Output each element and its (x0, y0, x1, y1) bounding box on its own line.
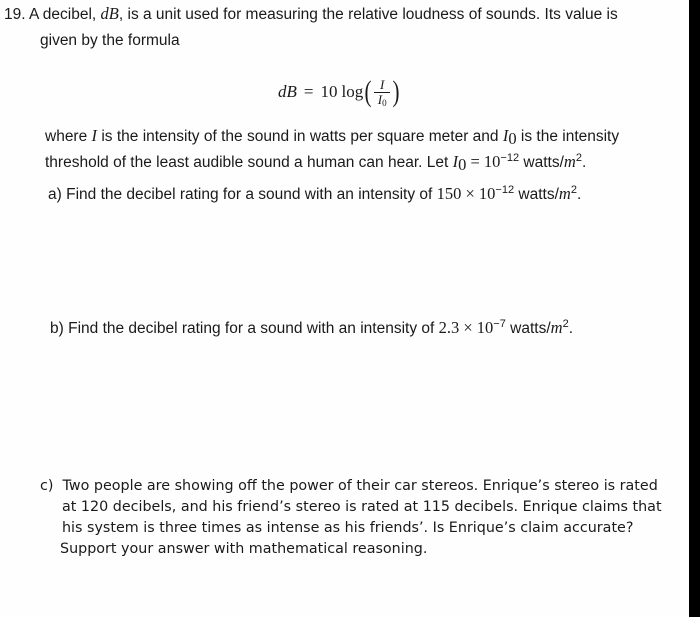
formula-denominator: $I_0$ (377, 91, 387, 108)
formula-equals: = (303, 82, 314, 101)
part-c-label: c) (40, 478, 54, 494)
dB-symbol: dB (100, 4, 119, 23)
question-number: 19. (4, 6, 26, 23)
part-c-line3: his system is three times as intense as his friends’. Is Enrique’s claim accurate? (62, 520, 634, 536)
part-c-line1: c) Two people are showing off the power of their car stereos. Enrique’s stereo is rated (40, 478, 658, 494)
formula-coefficient: 10 (320, 82, 338, 101)
formula-numerator: I (380, 76, 385, 92)
formula-fraction (374, 78, 390, 107)
part-a-label: a) (48, 186, 62, 203)
part-b-label: b) (50, 320, 64, 337)
where-line2: threshold of the least audible sound a human can hear. Let $I_0 = 10^{-12}$ watts/$m^2$. (45, 152, 587, 174)
formula-open-paren: ( (364, 75, 372, 108)
decibel-formula (278, 72, 401, 112)
screen-edge (689, 0, 700, 617)
formula-lhs: dB (278, 82, 297, 101)
question-intro-line2: given by the formula (40, 32, 180, 49)
part-c-line2: at 120 decibels, and his friend’s stereo is rated at 115 decibels. Enrique claims that (62, 499, 662, 515)
part-a: a) Find the decibel rating for a sound with an intensity of $150 \times 10^{-12}$ watts/$m^2$. (48, 184, 582, 203)
part-c-line4: Support your answer with mathematical reasoning. (60, 541, 428, 557)
part-b: b) Find the decibel rating for a sound with an intensity of $2.3 \times 10^{-7}$ watts/$m^2$. (50, 318, 573, 337)
formula-log: log (341, 82, 364, 101)
question-intro-line1: 19. A decibel, dB, is a unit used for measuring the relative loudness of sounds. Its value is (4, 4, 618, 23)
where-line1: where I is the intensity of the sound in watts per square meter and $I_0$ is the intensity (45, 126, 620, 148)
formula-close-paren: ) (392, 75, 400, 108)
